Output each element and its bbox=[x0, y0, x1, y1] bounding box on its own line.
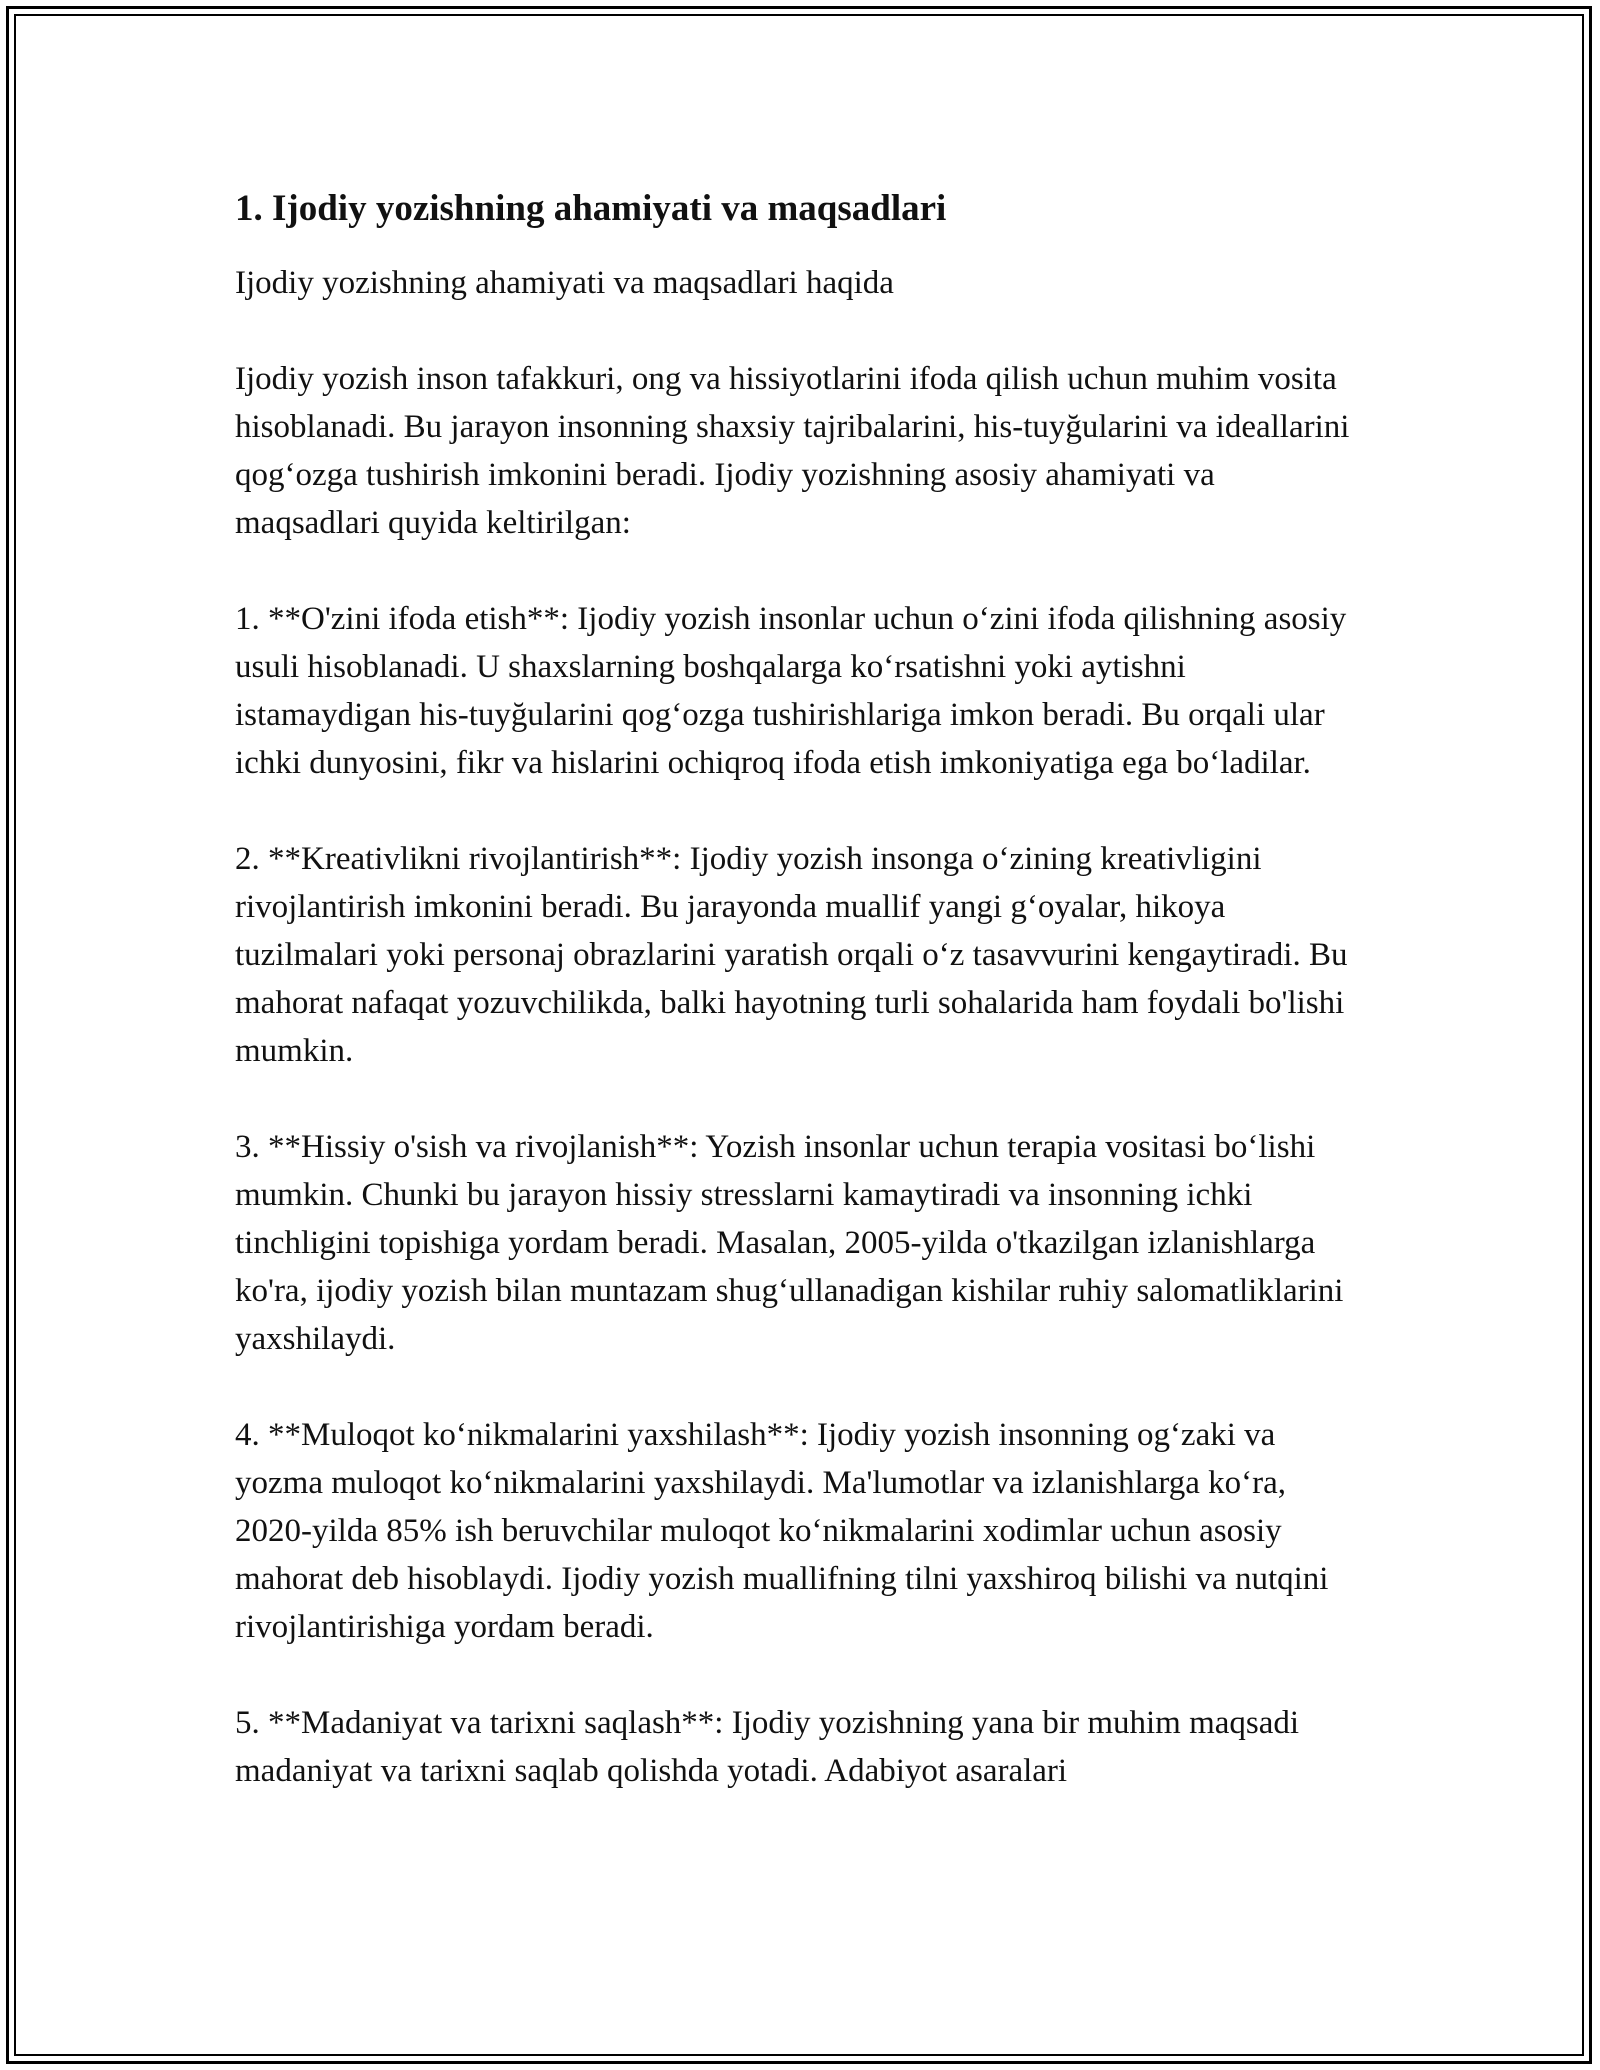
document-body bbox=[235, 185, 1365, 1843]
paragraph-item-2: 2. **Kreativlikni rivojlantirish**: Ijodiy yozish insonga o‘zining kreativligini rivojlantirish imkonini beradi. Bu jarayonda muallif yangi g‘oyalar, hikoya tuzilmalari yoki personaj obrazlarini yaratish orqali o‘z tasavvurini kengaytiradi. Bu mahorat nafaqat yozuvchilikda, balki hayotning turli sohalarida ham foydali bo'lishi mumkin. bbox=[235, 841, 1348, 1069]
section-heading: 1. Ijodiy yozishning ahamiyati va maqsadlari bbox=[235, 188, 947, 229]
paragraph-item-3: 3. **Hissiy o'sish va rivojlanish**: Yozish insonlar uchun terapia vositasi bo‘lishi mumkin. Chunki bu jarayon hissiy stresslarni kamaytiradi va insonning ichki tinchligini topishiga yordam beradi. Masalan, 2005-yilda o'tkazilgan izlanishlarga ko'ra, ijodiy yozish bilan muntazam shug‘ullanadigan kishilar ruhiy salomatliklarini yaxshilaydi. bbox=[235, 1129, 1344, 1357]
paragraph-intro: Ijodiy yozish inson tafakkuri, ong va hissiyotlarini ifoda qilish uchun muhim vosita hisoblanadi. Bu jarayon insonning shaxsiy tajribalarini, his-tuyğularini va ideallarini qog‘ozga tushirish imkonini beradi. Ijodiy yozishning asosiy ahamiyati va maqsadlari quyida keltirilgan: bbox=[235, 361, 1350, 541]
section-subtitle: Ijodiy yozishning ahamiyati va maqsadlari haqida bbox=[235, 265, 894, 301]
paragraph-item-5: 5. **Madaniyat va tarixni saqlash**: Ijodiy yozishning yana bir muhim maqsadi madaniyat va tarixni saqlab qolishda yotadi. Adabiyot asaralari bbox=[235, 1705, 1300, 1789]
paragraph-item-4: 4. **Muloqot ko‘nikmalarini yaxshilash**: Ijodiy yozish insonning og‘zaki va yozma muloqot ko‘nikmalarini yaxshilaydi. Ma'lumotlar va izlanishlarga ko‘ra, 2020-yilda 85% ish beruvchilar muloqot ko‘nikmalarini xodimlar uchun asosiy mahorat deb hisoblaydi. Ijodiy yozish muallifning tilni yaxshiroq bilishi va nutqini rivojlantirishiga yordam beradi. bbox=[235, 1417, 1329, 1645]
paragraph-item-1: 1. **O'zini ifoda etish**: Ijodiy yozish insonlar uchun o‘zini ifoda qilishning asosiy usuli hisoblanadi. U shaxslarning boshqalarga ko‘rsatishni yoki aytishni istamaydigan his-tuyğularini qog‘ozga tushirishlariga imkon beradi. Bu orqali ular ichki dunyosini, fikr va hislarini ochiqroq ifoda etish imkoniyatiga ega bo‘ladilar. bbox=[235, 601, 1347, 781]
